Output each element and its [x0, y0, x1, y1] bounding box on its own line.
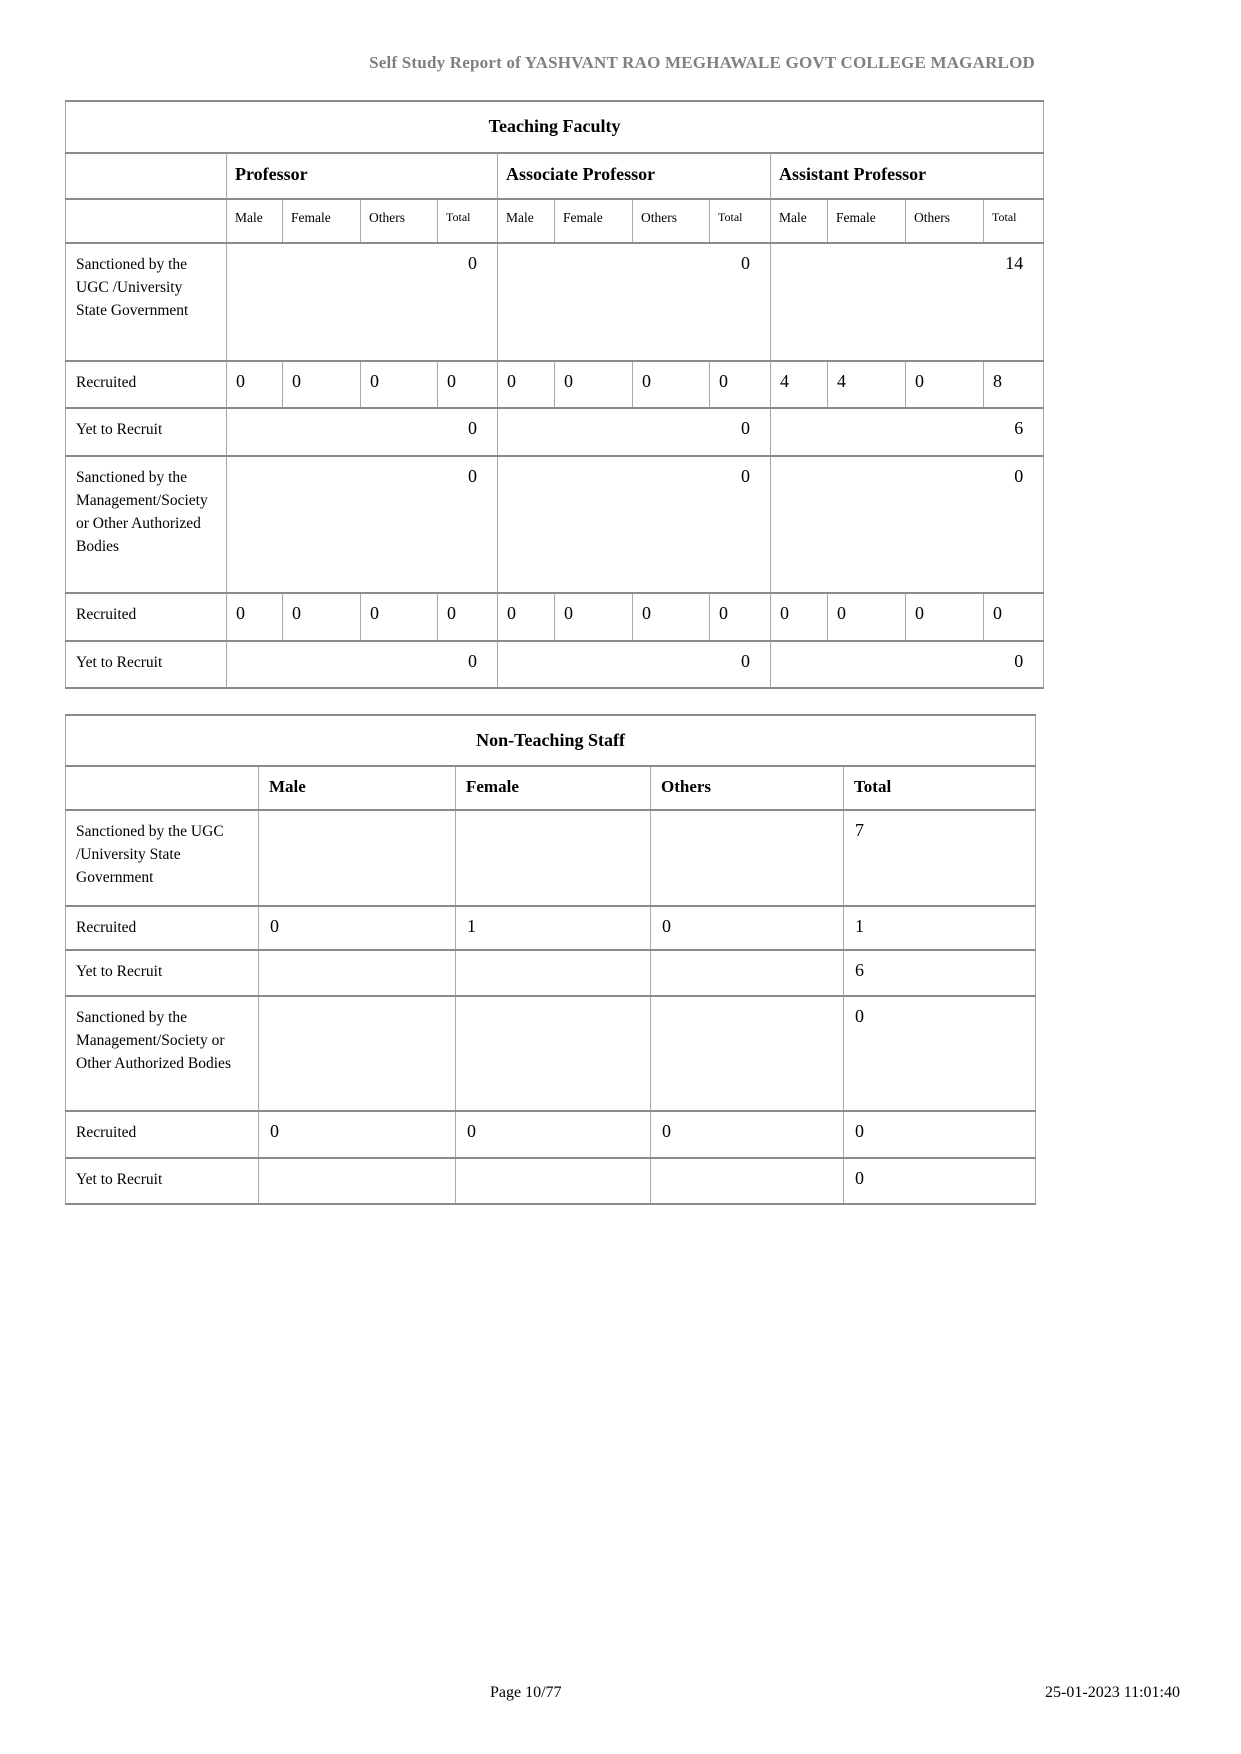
column-header-total: Total — [438, 199, 498, 243]
cell-value: 0 — [283, 361, 361, 408]
column-header-male: Male — [771, 199, 828, 243]
table-row — [66, 456, 1044, 593]
cell-value: 0 — [844, 996, 1036, 1111]
cell-value — [456, 1158, 651, 1204]
cell-value: 6 — [771, 408, 1044, 456]
row-label: Recruited — [66, 593, 227, 641]
cell-value: 0 — [498, 593, 555, 641]
row-label: Sanctioned by the UGC /University State Government — [66, 243, 227, 361]
cell-value: 0 — [710, 361, 771, 408]
report-header-title: Self Study Report of YASHVANT RAO MEGHAWALE GOVT COLLEGE MAGARLOD — [369, 53, 1035, 72]
column-header-male: Male — [498, 199, 555, 243]
cell-value: 0 — [361, 593, 438, 641]
cell-value: 0 — [259, 906, 456, 950]
table-row — [66, 1111, 1036, 1158]
group-header-professor: Professor — [227, 153, 498, 199]
cell-value — [259, 950, 456, 996]
cell-value: 0 — [361, 361, 438, 408]
column-header-female: Female — [456, 766, 651, 810]
cell-value: 0 — [844, 1158, 1036, 1204]
cell-value — [651, 996, 844, 1111]
cell-value: 0 — [633, 593, 710, 641]
cell-value: 1 — [456, 906, 651, 950]
cell-value: 4 — [771, 361, 828, 408]
column-header-others: Others — [361, 199, 438, 243]
table-row — [66, 593, 1044, 641]
cell-value: 8 — [984, 361, 1044, 408]
cell-value: 0 — [498, 243, 771, 361]
cell-value: 0 — [984, 593, 1044, 641]
row-label: Recruited — [66, 906, 259, 950]
cell-value: 4 — [828, 361, 906, 408]
table-row — [66, 950, 1036, 996]
footer-datetime: 25-01-2023 11:01:40 — [1045, 1684, 1180, 1701]
cell-value: 0 — [651, 1111, 844, 1158]
row-label: Yet to Recruit — [66, 408, 227, 456]
group-header-associate-professor: Associate Professor — [498, 153, 771, 199]
row-label: Sanctioned by the Management/Society or Other Authorized Bodies — [66, 456, 227, 593]
row-label: Yet to Recruit — [66, 641, 227, 688]
row-label: Yet to Recruit — [66, 1158, 259, 1204]
cell-value: 0 — [259, 1111, 456, 1158]
column-header-female: Female — [283, 199, 361, 243]
cell-value: 0 — [771, 456, 1044, 593]
column-header-female: Female — [555, 199, 633, 243]
column-header-male: Male — [227, 199, 283, 243]
cell-value: 0 — [438, 593, 498, 641]
row-label: Sanctioned by the UGC /University State Government — [66, 810, 259, 906]
cell-value — [456, 950, 651, 996]
row-label: Recruited — [66, 1111, 259, 1158]
table-row — [66, 996, 1036, 1111]
non-teaching-table-title: Non-Teaching Staff — [66, 715, 1036, 766]
teaching-faculty-table — [65, 100, 1044, 689]
cell-value: 0 — [498, 456, 771, 593]
row-label: Yet to Recruit — [66, 950, 259, 996]
corner-blank-cell — [66, 766, 259, 810]
table-row — [66, 243, 1044, 361]
corner-blank-cell — [66, 199, 227, 243]
table-row — [66, 641, 1044, 688]
cell-value: 0 — [906, 593, 984, 641]
column-header-others: Others — [651, 766, 844, 810]
cell-value: 0 — [828, 593, 906, 641]
cell-value: 0 — [227, 593, 283, 641]
cell-value: 14 — [771, 243, 1044, 361]
cell-value — [456, 810, 651, 906]
table-row — [66, 1158, 1036, 1204]
group-header-assistant-professor: Assistant Professor — [771, 153, 1044, 199]
cell-value: 0 — [710, 593, 771, 641]
cell-value — [259, 810, 456, 906]
cell-value: 0 — [498, 361, 555, 408]
cell-value — [651, 1158, 844, 1204]
cell-value: 0 — [227, 361, 283, 408]
cell-value: 0 — [651, 906, 844, 950]
cell-value: 1 — [844, 906, 1036, 950]
teaching-table-title: Teaching Faculty — [66, 101, 1044, 153]
row-label: Recruited — [66, 361, 227, 408]
column-header-others: Others — [633, 199, 710, 243]
cell-value — [259, 996, 456, 1111]
cell-value: 0 — [906, 361, 984, 408]
cell-value — [456, 996, 651, 1111]
column-header-others: Others — [906, 199, 984, 243]
cell-value: 0 — [227, 456, 498, 593]
cell-value: 6 — [844, 950, 1036, 996]
table-row — [66, 810, 1036, 906]
table-row — [66, 408, 1044, 456]
column-header-total: Total — [710, 199, 771, 243]
column-header-male: Male — [259, 766, 456, 810]
cell-value: 7 — [844, 810, 1036, 906]
cell-value: 0 — [498, 641, 771, 688]
corner-blank-cell — [66, 153, 227, 199]
table-row — [66, 361, 1044, 408]
table-row — [66, 906, 1036, 950]
cell-value: 0 — [498, 408, 771, 456]
cell-value — [651, 950, 844, 996]
cell-value: 0 — [844, 1111, 1036, 1158]
column-header-total: Total — [984, 199, 1044, 243]
cell-value: 0 — [771, 641, 1044, 688]
cell-value — [259, 1158, 456, 1204]
cell-value: 0 — [771, 593, 828, 641]
column-header-total: Total — [844, 766, 1036, 810]
column-header-female: Female — [828, 199, 906, 243]
cell-value: 0 — [555, 361, 633, 408]
cell-value: 0 — [227, 408, 498, 456]
footer-page-number: Page 10/77 — [490, 1684, 562, 1701]
cell-value: 0 — [227, 641, 498, 688]
cell-value: 0 — [555, 593, 633, 641]
non-teaching-staff-table — [65, 714, 1036, 1205]
cell-value: 0 — [283, 593, 361, 641]
cell-value: 0 — [633, 361, 710, 408]
cell-value: 0 — [456, 1111, 651, 1158]
cell-value: 0 — [438, 361, 498, 408]
cell-value — [651, 810, 844, 906]
cell-value: 0 — [227, 243, 498, 361]
row-label: Sanctioned by the Management/Society or Other Authorized Bodies — [66, 996, 259, 1111]
